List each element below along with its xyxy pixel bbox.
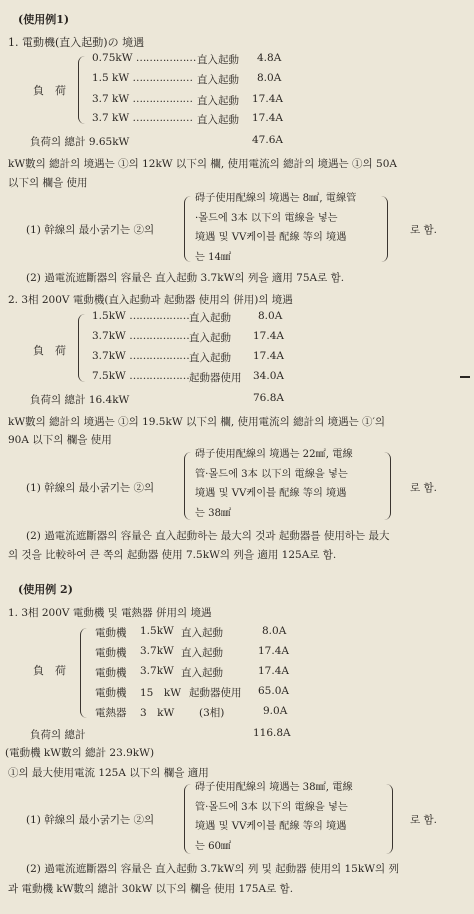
start-method: (3相): [199, 707, 225, 719]
load-row: 7.5kW ………………: [92, 370, 190, 382]
item-1-conditions: 碍子使用配線의 境遇는 38㎟, 電線 管·몰드에 3本 以下의 電線을 넣는 境遇 및 VV케이블 配線 等의 境遇 는 60㎟: [195, 782, 353, 852]
start-method: 直入起動: [181, 667, 223, 679]
item-1-prefix: (1) 幹線의 最小굵기는 ②의: [26, 482, 155, 494]
current-value: 8.0A: [258, 310, 283, 322]
current-value: 17.4A: [258, 645, 289, 657]
load-kw: 3 kW: [140, 707, 175, 719]
right-brace: [382, 452, 391, 520]
start-method: 直入起動: [197, 114, 239, 126]
current-value: 17.4A: [258, 665, 289, 677]
load-name: 電動機: [95, 647, 127, 659]
start-method: 直入起動: [197, 95, 239, 107]
load-row: 0.75kW ………………: [92, 52, 196, 64]
start-method: 起動器使用: [189, 372, 242, 384]
paragraph-line: kW數의 總計의 境遇는 ①의 19.5kW 以下의 欄, 使用電流의 總計의 境遇는 ①′의: [8, 416, 386, 428]
left-brace: [80, 628, 89, 718]
current-value: 9.0A: [263, 705, 288, 717]
example-1-heading: (使用例1): [18, 13, 70, 26]
load-name: 電熱器: [95, 707, 127, 719]
load-total-current: 76.8A: [253, 392, 284, 404]
left-brace: [78, 56, 87, 124]
load-row: 3.7 kW ………………: [92, 93, 193, 105]
start-method: 直入起動: [181, 647, 223, 659]
start-method: 直入起動: [189, 312, 231, 324]
item-2-line: 의 것을 比較하여 큰 쪽의 起動器 使用 7.5kW의 列을 適用 125A로 함.: [8, 549, 337, 561]
left-brace: [184, 784, 193, 854]
load-total-current: 116.8A: [253, 727, 291, 739]
load-name: 電動機: [95, 667, 127, 679]
load-name: 電動機: [95, 627, 127, 639]
load-kw: 3.7kW: [140, 645, 174, 657]
item-1-prefix: (1) 幹線의 最小굵기는 ②의: [26, 224, 155, 236]
load-kw: 15 kW: [140, 687, 182, 699]
start-method: 直入起動: [197, 54, 239, 66]
left-brace: [78, 314, 87, 382]
item-2-line: (2) 過電流遮斷器의 容量은 直入起動하는 最大의 것과 起動器를 使用하는 最大: [26, 530, 390, 542]
load-row: 3.7kW ………………: [92, 330, 190, 342]
load-row: 1.5 kW ………………: [92, 72, 193, 84]
load-label: 負 荷: [33, 664, 66, 677]
load-total-label: 負荷의 總計 16.4kW: [30, 394, 130, 406]
right-brace: [384, 784, 393, 854]
current-value: 17.4A: [253, 330, 284, 342]
example-1-title: 1. 電動機(直入起動)の 境遇: [8, 36, 145, 49]
current-value: 17.4A: [253, 350, 284, 362]
start-method: 直入起動: [189, 352, 231, 364]
load-label: 負 荷: [33, 344, 66, 357]
paragraph-line: kW數의 總計의 境遇는 ①의 12kW 以下의 欄, 使用電流의 總計의 境遇는 ①의 50A: [8, 158, 397, 170]
load-total-current: 47.6A: [252, 134, 283, 146]
current-value: 8.0A: [257, 72, 282, 84]
load-row: 1.5kW ………………: [92, 310, 190, 322]
paragraph-line: 90A 以下의 欄을 使用: [8, 434, 112, 446]
start-method: 直入起動: [181, 627, 223, 639]
item-1-conditions: 碍子使用配線의 境遇는 8㎟, 電線管 ·몰드에 3本 以下의 電線을 넣는 境遇 및 VV케이블 配線 等의 境遇 는 14㎟: [195, 193, 357, 263]
load-kw: 1.5kW: [140, 625, 174, 637]
start-method: 直入起動: [189, 332, 231, 344]
item-1-conditions: 碍子使用配線의 境遇는 22㎟, 電線 管·몰드에 3本 以下의 電線을 넣는 境遇 및 VV케이블 配線 等의 境遇 는 38㎟: [195, 449, 353, 519]
right-brace: [379, 196, 388, 262]
section-title: 2. 3相 200V 電動機(直入起動과 起動器 使用의 併用)의 境遇: [8, 294, 293, 306]
item-2-line: 과 電動機 kW數의 總計 30kW 以下의 欄을 使用 175A로 함.: [8, 883, 294, 895]
paragraph-line: 以下의 欄을 使用: [8, 177, 88, 189]
load-total-label: 負荷의 總計 9.65kW: [30, 136, 130, 148]
current-value: 4.8A: [257, 52, 282, 64]
current-value: 8.0A: [262, 625, 287, 637]
start-method: 起動器使用: [189, 687, 242, 699]
start-method: 直入起動: [197, 74, 239, 86]
item-2: (2) 過電流遮斷器의 容量은 直入起動 3.7kW의 列을 適用 75A로 함.: [26, 272, 345, 284]
example-2-title: 1. 3相 200V 電動機 및 電熱器 併用의 境遇: [8, 607, 212, 619]
load-row: 3.7 kW ………………: [92, 112, 193, 124]
item-2-line: (2) 過電流遮斷器의 容量은 直入起動 3.7kW의 列 및 起動器 使用의 15kW의 列: [26, 863, 399, 875]
load-name: 電動機: [95, 687, 127, 699]
current-value: 17.4A: [252, 112, 283, 124]
load-kw: 3.7kW: [140, 665, 174, 677]
load-total-label: 負荷의 總計: [30, 729, 86, 741]
load-label: 負 荷: [33, 84, 66, 97]
edge-mark: [460, 376, 470, 378]
example-2-heading: (使用例 2): [18, 583, 73, 596]
current-value: 17.4A: [252, 93, 283, 105]
load-row: 3.7kW ………………: [92, 350, 190, 362]
motor-total-note: (電動機 kW數의 總計 23.9kW): [5, 747, 155, 759]
current-value: 65.0A: [258, 685, 289, 697]
left-brace: [184, 452, 193, 520]
current-value: 34.0A: [253, 370, 284, 382]
left-brace: [184, 196, 193, 262]
item-1-suffix: 로 함.: [410, 482, 437, 494]
item-1-prefix: (1) 幹線의 最小굵기는 ②의: [26, 814, 155, 826]
paragraph-line: ①의 最大使用電流 125A 以下의 欄을 適用: [8, 767, 209, 779]
item-1-suffix: 로 함.: [410, 224, 437, 236]
item-1-suffix: 로 함.: [410, 814, 437, 826]
